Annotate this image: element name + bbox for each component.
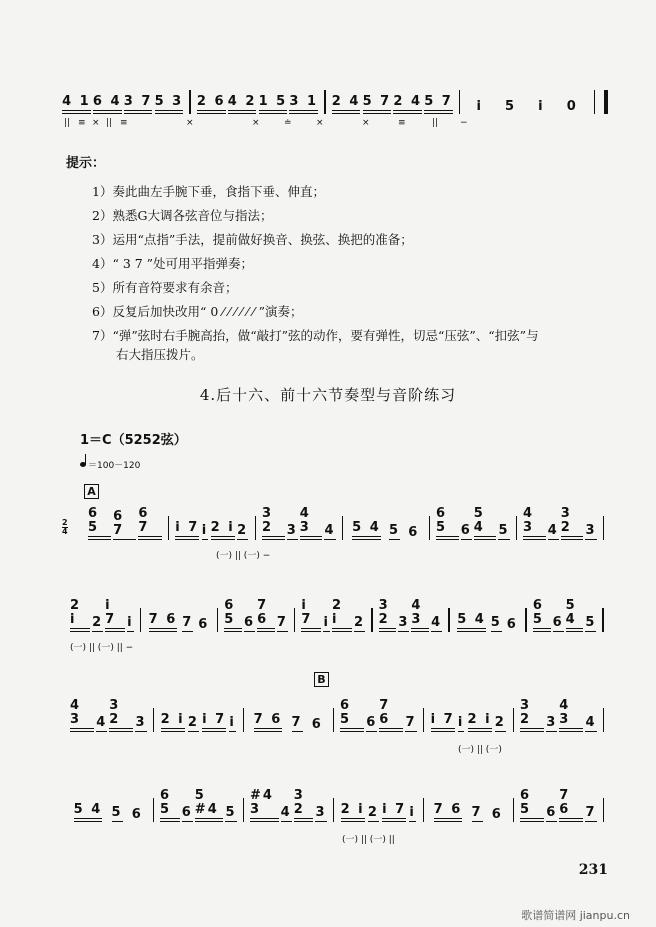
note-group: 5 [225, 805, 237, 820]
bar-line [603, 798, 605, 822]
rehearsal-mark-b: B [314, 672, 329, 687]
note-group: 5 7 [363, 95, 392, 114]
note-group: 3 2 [294, 789, 314, 822]
note-group: 2 i [161, 713, 185, 732]
note-group: i 7 [301, 599, 321, 632]
note-group: 7 [276, 615, 288, 630]
top-staff-notes [62, 92, 614, 114]
note-group: i 7 [382, 803, 406, 822]
note-group: 4 [280, 805, 292, 820]
measure [250, 713, 327, 732]
note-group: i 7 [105, 599, 125, 632]
measure [262, 507, 336, 540]
note-group: 3 2 [520, 699, 544, 732]
note: i [476, 99, 483, 114]
tips-title: 提示： [66, 156, 106, 171]
note-group: 2 [187, 715, 199, 730]
note: 6 [491, 807, 503, 822]
note-group: 7 [405, 715, 417, 730]
bar-line [423, 708, 425, 732]
tip-item: 4）“ 3 7 ”处可用平指弹奏； [92, 256, 254, 271]
watermark: 歌谱简谱网 jianpu.cn [521, 909, 630, 922]
note-group: 2 4 [332, 95, 361, 114]
note-group: 4 [96, 715, 108, 730]
bar-line [294, 608, 296, 632]
bar-line [333, 708, 335, 732]
note-group: 2 i [468, 713, 492, 732]
note-group: 5 4 [566, 599, 584, 632]
note-group: 7 [182, 615, 194, 630]
note-group: 7 6 [149, 613, 178, 632]
note: i [538, 99, 545, 114]
note-group: 6 [181, 805, 193, 820]
key-signature: 1＝C（5252弦） [80, 433, 187, 448]
note-group: 2 [92, 615, 104, 630]
bar-line [168, 516, 170, 540]
measure [70, 803, 147, 822]
bar-line [371, 608, 373, 632]
note-group: i [201, 523, 209, 538]
measure [349, 521, 423, 540]
measure [340, 803, 417, 822]
note-group: i [229, 715, 236, 730]
staff-notes [88, 506, 610, 540]
section-title: 4.后十六、前十六节奏型与音阶练习 [199, 386, 457, 404]
note-group: 7 [291, 715, 303, 730]
note-group: 4 [431, 615, 443, 630]
bar-line [516, 516, 518, 540]
rehearsal-mark-a: A [84, 484, 99, 499]
note-group: 4 2 [228, 95, 257, 114]
note-group: 5 4 [352, 521, 381, 540]
note-group: 5 4 [474, 507, 497, 540]
note-group: 2 i [332, 599, 352, 632]
bar-line [603, 516, 605, 540]
measure [456, 613, 520, 632]
note-group: 6 [244, 615, 256, 630]
note: 6 [408, 525, 420, 540]
top-staff-line: 4 1 6 4 3 7 5 3 2 6 4 2 1 5 3 1 2 4 5 7 2 4 5 7 i 5 i 0 || ≡ × || ≡ × × ≐ × × ≡ || − [62, 92, 614, 122]
note-group: 5 4 [457, 613, 486, 632]
bar-line [243, 708, 245, 732]
measure [250, 789, 327, 822]
note-group: 3 2 [379, 599, 397, 632]
note: 6 [131, 807, 143, 822]
note-group: 6 4 [93, 95, 122, 114]
note: 6 [506, 617, 518, 632]
string-marks: (一) || (一) || [342, 835, 395, 845]
note-group: 2 i [211, 521, 235, 540]
bar-line [333, 798, 335, 822]
note-group: 3 [546, 715, 558, 730]
bar-line [140, 608, 142, 632]
note-group: 3 2 [262, 507, 285, 540]
measure [301, 599, 365, 632]
note-group: 3 2 [561, 507, 584, 540]
note-group: i 7 [431, 713, 455, 732]
note: 5 [505, 99, 517, 114]
note-group: 1 5 [259, 95, 288, 114]
note-group: 3 2 [109, 699, 133, 732]
measure [466, 100, 587, 114]
bar-line [459, 90, 461, 114]
bar-line [243, 798, 245, 822]
note-group: 7 6 [559, 789, 583, 822]
note-group: 3 [135, 715, 147, 730]
note-group: 6 5 [88, 507, 111, 540]
measure [197, 95, 318, 114]
measure [175, 521, 249, 540]
note-group: 2 [237, 523, 249, 538]
measure [520, 699, 597, 732]
note-group: 6 5 [520, 789, 544, 822]
note-group: 4 1 [62, 95, 91, 114]
tip-item: 1）奏此曲左手腕下垂，食指下垂、伸直； [92, 184, 325, 199]
note-group: 7 6 [254, 713, 283, 732]
quarter-note-icon [80, 462, 86, 467]
measure [62, 95, 183, 114]
note-group: 2 i [341, 803, 365, 822]
measure [88, 507, 162, 540]
note-group: 4 3 [559, 699, 583, 732]
staff-line-1 [88, 506, 610, 561]
note-group: 6 7 [113, 510, 136, 540]
bar-line [324, 90, 326, 114]
note-group: 6 [546, 805, 558, 820]
measure [147, 613, 211, 632]
measure [70, 699, 147, 732]
note-group: 5 #4 [195, 789, 224, 822]
measure [224, 599, 288, 632]
bar-line [342, 516, 344, 540]
note-group: 2 [354, 615, 366, 630]
note-group: 4 3 [300, 507, 323, 540]
note-group: 2 i [70, 599, 90, 632]
bar-line [153, 798, 155, 822]
bar-line [594, 90, 595, 114]
note-group: 4 [585, 715, 597, 730]
note-group: 5 [111, 805, 123, 820]
note-group: 4 3 [70, 699, 94, 732]
note-group: 2 4 [393, 95, 422, 114]
tip-item: 3）运用“点指”手法，提前做好换音、换弦、换把的准备； [92, 232, 413, 247]
note: 6 [198, 617, 210, 632]
note-group: 6 5 [224, 599, 242, 632]
note: 6 [311, 717, 323, 732]
bar-line [255, 516, 257, 540]
bar-line [602, 608, 604, 632]
bar-line [217, 608, 219, 632]
note-group: i [457, 715, 465, 730]
note-group: #4 3 [250, 789, 279, 822]
staff-line-3 [70, 698, 610, 755]
note-group: 3 [398, 615, 410, 630]
note-group: 7 [585, 805, 597, 820]
bar-line [513, 798, 515, 822]
measure [379, 599, 443, 632]
staff-notes [70, 698, 610, 732]
note-group: 6 [366, 715, 378, 730]
note-group: i [127, 615, 134, 630]
bar-line [525, 608, 527, 632]
note-group: 3 [286, 523, 298, 538]
note-group: 5 4 [74, 803, 103, 822]
tip-item: 2）熟悉G大调各弦音位与指法； [92, 208, 273, 223]
tempo-value: ＝100－120 [88, 461, 141, 471]
measure [160, 789, 237, 822]
note-group: 7 [471, 805, 483, 820]
note-group: i 7 [202, 713, 226, 732]
note-group: 2 [494, 715, 506, 730]
note-group: 4 [547, 523, 559, 538]
note-group: 6 [460, 523, 472, 538]
tip-item: 7）“弹”弦时右手腕高抬，做“敲打”弦的动作，要有弹性，切忌“压弦”、“扣弦”与 [92, 328, 539, 343]
measure [160, 713, 237, 732]
string-marks: (一) || (一) − [216, 551, 271, 561]
measure [340, 699, 417, 732]
note-group: 3 1 [289, 95, 318, 114]
note-group: 4 3 [523, 507, 546, 540]
page-number: 231 [578, 862, 608, 878]
note-group: 4 [324, 523, 336, 538]
note-group: 5 [389, 523, 401, 538]
bar-line [423, 798, 425, 822]
string-marks: (一) || (一) [458, 745, 502, 755]
note-group: 7 6 [257, 599, 275, 632]
note-group: 4 3 [411, 599, 429, 632]
note-group: 3 [585, 523, 597, 538]
note-group: 5 7 [424, 95, 453, 114]
note-group: 5 [585, 615, 597, 630]
note-group: 2 6 [197, 95, 226, 114]
measure [533, 599, 597, 632]
note-group: i 7 [175, 521, 199, 540]
note-group: 7 6 [379, 699, 403, 732]
note-group: 6 7 [138, 507, 161, 540]
bar-line [189, 90, 191, 114]
measure [430, 803, 507, 822]
measure [436, 507, 510, 540]
staff-notes [70, 788, 610, 822]
note-group: 5 [498, 523, 510, 538]
staff-notes [70, 598, 610, 632]
bar-line [429, 516, 431, 540]
tip-item: 5）所有音符要求有余音； [92, 280, 238, 295]
note-group: 5 3 [155, 95, 184, 114]
note-group: 6 5 [436, 507, 459, 540]
note-group: i [323, 615, 330, 630]
measure [523, 507, 597, 540]
tip-item-continued: 右大指压拨片。 [116, 347, 204, 362]
note-group: 2 [367, 805, 379, 820]
note-group: i [409, 805, 416, 820]
note-group: 3 7 [124, 95, 153, 114]
measure [430, 713, 507, 732]
staff-line-4 [70, 788, 610, 845]
bar-line [153, 708, 155, 732]
bar-line [448, 608, 450, 632]
note-group: 6 5 [340, 699, 364, 732]
measure [70, 599, 134, 632]
note-group: 7 6 [434, 803, 463, 822]
bar-line [603, 708, 605, 732]
note-group: 5 [490, 615, 502, 630]
measure [520, 789, 597, 822]
final-bar-line [604, 90, 608, 114]
staff-line-2 [70, 598, 610, 653]
note-group: 3 [315, 805, 327, 820]
string-marks: (一) || (一) || − [70, 643, 134, 653]
note-group: 6 [552, 615, 564, 630]
measure [332, 95, 453, 114]
tip-item: 6）反复后加快改用“ 0 ⁄ ⁄ ⁄ ⁄ ⁄ ⁄ ”演奏； [92, 304, 303, 319]
tempo-marking [80, 458, 140, 471]
time-signature: 2 4 [62, 518, 68, 536]
note-group: 6 5 [160, 789, 180, 822]
bar-line [513, 708, 515, 732]
note: 0 [566, 99, 578, 114]
note-group: 6 5 [533, 599, 551, 632]
